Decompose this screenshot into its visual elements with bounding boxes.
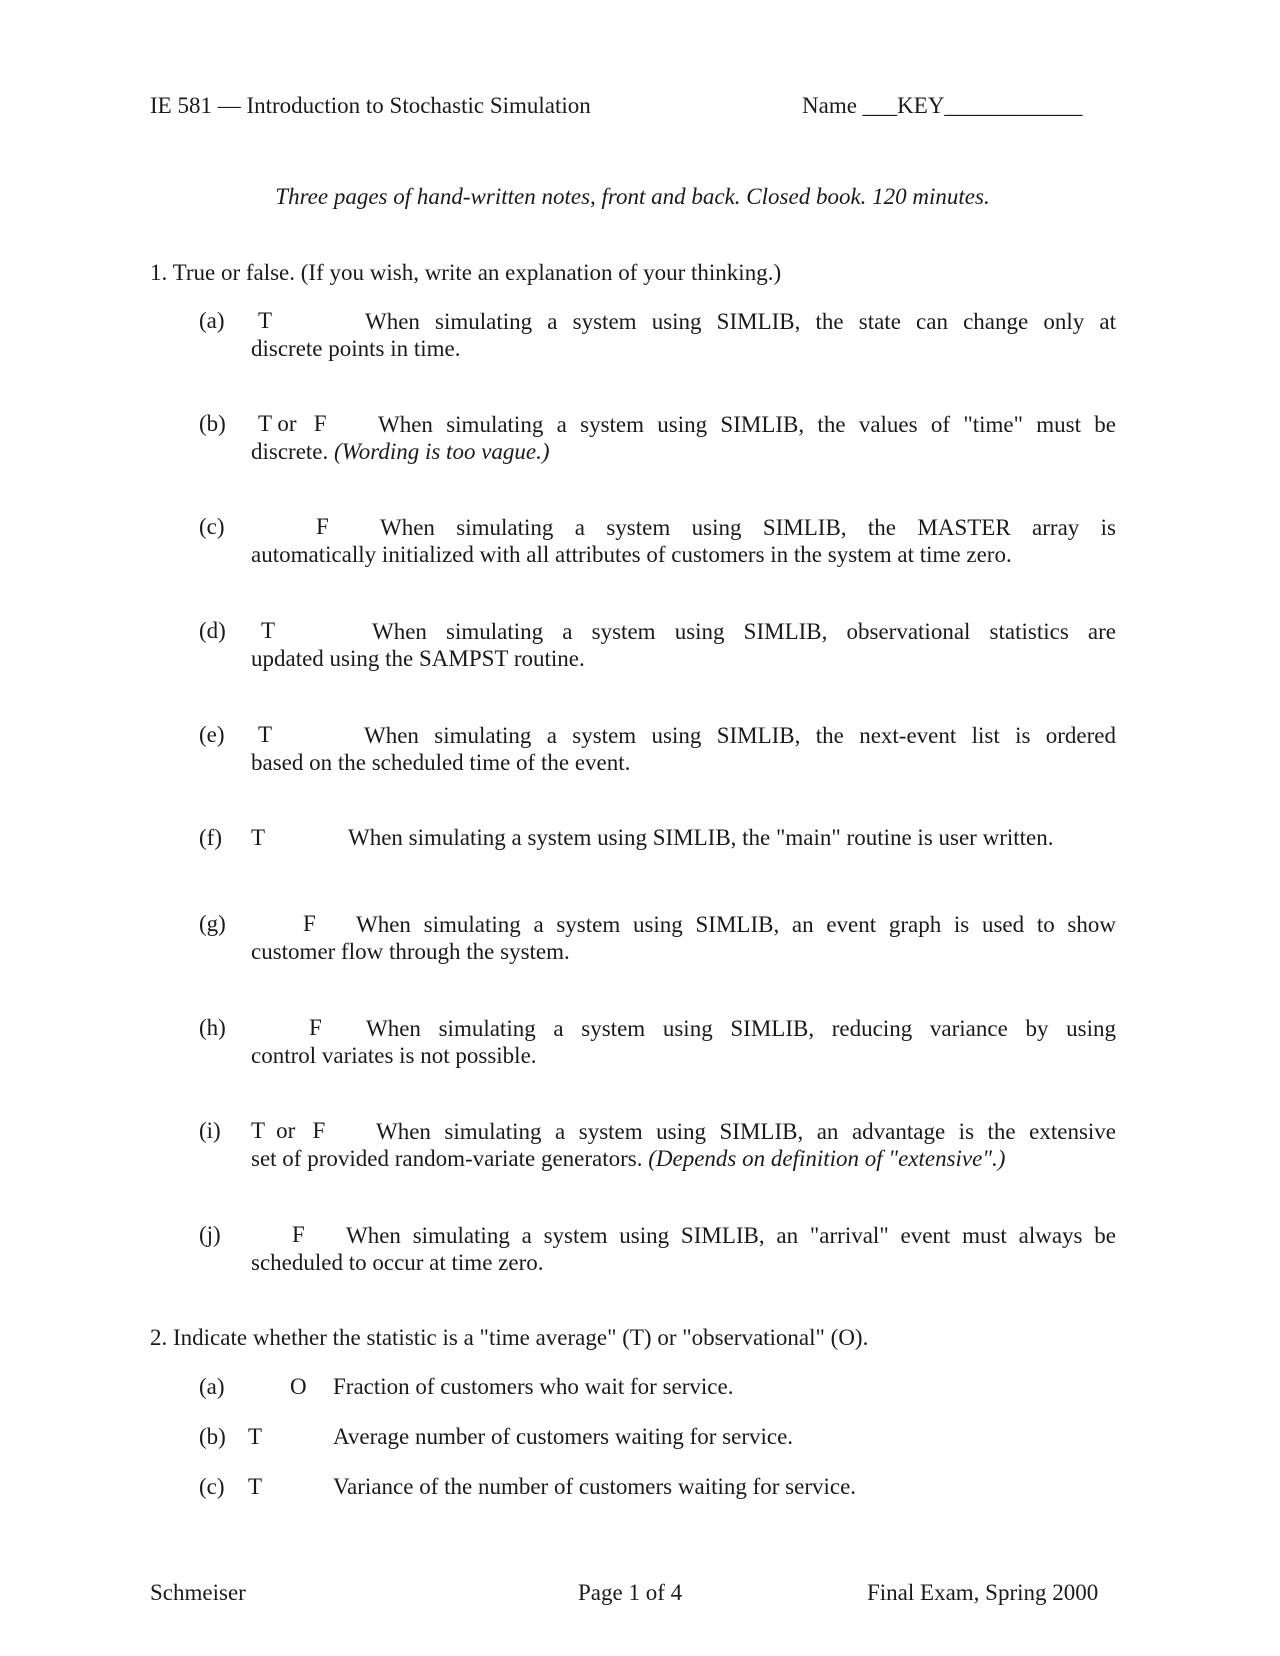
q1-item-answer: F (292, 1222, 305, 1247)
q1-item-statement (251, 411, 1116, 465)
statement-note: (Wording is too vague.) (334, 439, 550, 464)
statement-line-2 (251, 1145, 1116, 1172)
question-1-prompt: 1. True or false. (If you wish, write an explanation of your thinking.) (150, 260, 782, 285)
statement-text: set of provided random-variate generators. (251, 1146, 643, 1171)
q2-item-answer: O (290, 1374, 307, 1399)
statement-line-1: When simulating a system using SIMLIB, the next-event list is ordered (364, 723, 1116, 748)
statement-line-2: scheduled to occur at time zero. (251, 1250, 544, 1275)
q1-item-answer: F (309, 1015, 322, 1040)
q1-item-label: (c) (199, 514, 225, 539)
statement-text: discrete. (251, 439, 329, 464)
q1-item-statement (251, 911, 1116, 965)
statement-line-1: When simulating a system using SIMLIB, the MASTER array is (380, 515, 1116, 540)
name-line: Name ___KEY____________ (802, 93, 1083, 118)
q1-item-statement (251, 1118, 1116, 1172)
q1-item-statement (251, 722, 1116, 776)
footer-author: Schmeiser (150, 1580, 246, 1605)
statement-line-1: When simulating a system using SIMLIB, the values of "time" must be (378, 412, 1116, 437)
footer-exam-title: Final Exam, Spring 2000 (867, 1580, 1099, 1605)
statement-line-1: When simulating a system using SIMLIB, an "arrival" event must always be (346, 1223, 1116, 1248)
statement-line-1: When simulating a system using SIMLIB, observational statistics are (372, 619, 1116, 644)
q1-item-label: (d) (199, 618, 226, 643)
q1-item-statement (251, 618, 1116, 672)
q1-item-label: (j) (199, 1222, 221, 1247)
q1-item-statement (251, 1015, 1116, 1069)
q2-item-label: (c) (199, 1474, 225, 1499)
statement-line-2: customer flow through the system. (251, 939, 570, 964)
q1-item-label: (h) (199, 1015, 226, 1040)
q2-item-text: Variance of the number of customers waiting for service. (333, 1474, 857, 1499)
statement-line-2: control variates is not possible. (251, 1043, 537, 1068)
q2-item-answer: T (248, 1474, 263, 1499)
q1-item-answer: T or F (258, 411, 327, 436)
statement-line-2: updated using the SAMPST routine. (251, 646, 585, 671)
q2-item-answer: T (248, 1424, 263, 1449)
q1-item-label: (i) (199, 1118, 221, 1143)
statement-line-2: discrete points in time. (251, 336, 461, 361)
footer-page-number: Page 1 of 4 (578, 1580, 683, 1605)
exam-instructions: Three pages of hand-written notes, front and back. Closed book. 120 minutes. (275, 184, 990, 209)
q1-item-label: (g) (199, 911, 226, 936)
q1-item-answer: T (258, 308, 273, 333)
statement-line-1: When simulating a system using SIMLIB, an event graph is used to show (356, 912, 1116, 937)
statement-line-2: based on the scheduled time of the event. (251, 750, 631, 775)
statement-line-2 (251, 438, 1116, 465)
question-2-prompt: 2. Indicate whether the statistic is a "time average" (T) or "observational" (O). (150, 1325, 869, 1350)
q2-item-text: Fraction of customers who wait for service. (333, 1374, 734, 1399)
q1-item-label: (e) (199, 722, 225, 747)
q1-item-statement (251, 514, 1116, 568)
q1-item-answer: T (251, 825, 266, 850)
q1-item-answer: T or F (251, 1118, 326, 1143)
statement-line-1: When simulating a system using SIMLIB, reducing variance by using (366, 1016, 1116, 1041)
q1-item-answer: F (316, 514, 329, 539)
q1-item-answer: T (258, 722, 273, 747)
q2-item-text: Average number of customers waiting for service. (333, 1424, 794, 1449)
statement-line-1: When simulating a system using SIMLIB, an advantage is the extensive (376, 1119, 1116, 1144)
q1-item-label: (b) (199, 411, 226, 436)
statement-note: (Depends on definition of "extensive".) (648, 1146, 1006, 1171)
q1-item-statement: When simulating a system using SIMLIB, the "main" routine is user written. (348, 825, 1054, 850)
course-title: IE 581 — Introduction to Stochastic Simulation (150, 93, 591, 118)
statement-line-1: When simulating a system using SIMLIB, the state can change only at (365, 309, 1116, 334)
q1-item-label: (f) (199, 825, 222, 850)
q1-item-answer: F (303, 911, 316, 936)
q2-item-label: (b) (199, 1424, 226, 1449)
statement-line-2: automatically initialized with all attributes of customers in the system at time zero. (251, 542, 1012, 567)
q2-item-label: (a) (199, 1374, 225, 1399)
q1-item-statement (251, 1222, 1116, 1276)
q1-item-label: (a) (199, 308, 225, 333)
q1-item-statement (251, 308, 1116, 362)
q1-item-answer: T (261, 618, 276, 643)
